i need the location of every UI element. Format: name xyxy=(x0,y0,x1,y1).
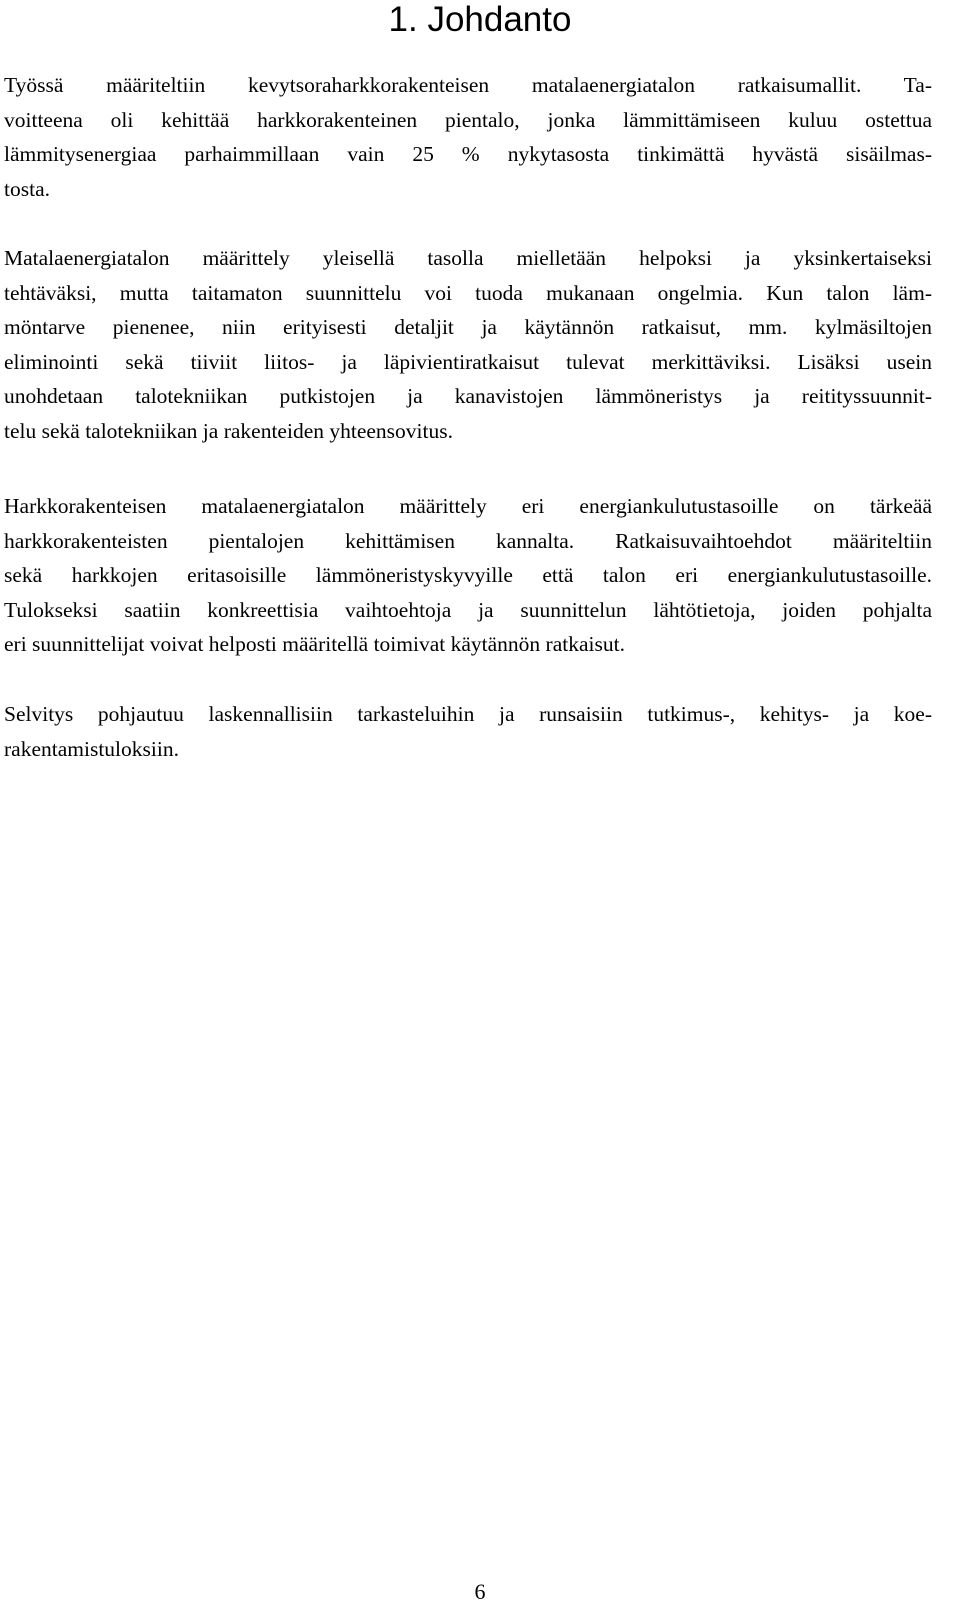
paragraph-line: voitteena oli kehittää harkkorakenteinen pientalo, jonka lämmittämiseen kuluu ostettua xyxy=(4,107,932,132)
paragraph-line: tehtäväksi, mutta taitamaton suunnittelu voi tuoda mukanaan ongelmia. Kun talon läm- xyxy=(4,280,932,305)
paragraph-3 xyxy=(4,489,932,662)
paragraph-line: Selvitys pohjautuu laskennallisiin tarkasteluihin ja runsaisiin tutkimus-, kehitys- ja koe- xyxy=(4,702,932,726)
paragraph-1 xyxy=(4,68,932,206)
paragraph-line: möntarve pienenee, niin erityisesti detaljit ja käytännön ratkaisut, mm. kylmäsiltojen xyxy=(4,315,932,339)
paragraph-line: telu sekä talotekniikan ja rakenteiden yhteensovitus. xyxy=(4,418,453,443)
paragraph-line: lämmitysenergiaa parhaimmillaan vain 25 % nykytasosta tinkimättä hyvästä sisäilmas- xyxy=(4,142,932,166)
paragraph-line: Työssä määriteltiin kevytsoraharkkorakenteisen matalaenergiatalon ratkaisumallit. Ta- xyxy=(4,73,932,97)
paragraph-line: rakentamistuloksiin. xyxy=(4,736,179,761)
paragraph-line: unohdetaan talotekniikan putkistojen ja kanavistojen lämmöneristys ja reitityssuunnit- xyxy=(4,384,932,408)
paragraph-4 xyxy=(4,697,932,766)
paragraph-line: Tulokseksi saatiin konkreettisia vaihtoehtoja ja suunnittelun lähtötietoja, joiden pohjalta xyxy=(4,597,932,622)
paragraph-line: tosta. xyxy=(4,176,50,201)
page-title: 1. Johdanto xyxy=(388,0,572,39)
paragraph-line: eliminointi sekä tiiviit liitos- ja läpivientiratkaisut tulevat merkittäviksi. Lisäksi usein xyxy=(4,349,932,374)
paragraph-line: Matalaenergiatalon määrittely yleisellä tasolla mielletään helpoksi ja yksinkertaiseksi xyxy=(4,246,932,270)
paragraph-line: eri suunnittelijat voivat helposti määritellä toimivat käytännön ratkaisut. xyxy=(4,632,625,656)
paragraph-line: sekä harkkojen eritasoisille lämmöneristyskyvyille että talon eri energiankulutustasoille. xyxy=(4,563,932,587)
paragraph-line: Harkkorakenteisen matalaenergiatalon määrittely eri energiankulutustasoille on tärkeää xyxy=(4,494,932,518)
paragraph-2 xyxy=(4,241,932,448)
paragraph-line: harkkorakenteisten pientalojen kehittämisen kannalta. Ratkaisuvaihtoehdot määriteltiin xyxy=(4,528,932,553)
page-number: 6 xyxy=(474,1579,486,1604)
